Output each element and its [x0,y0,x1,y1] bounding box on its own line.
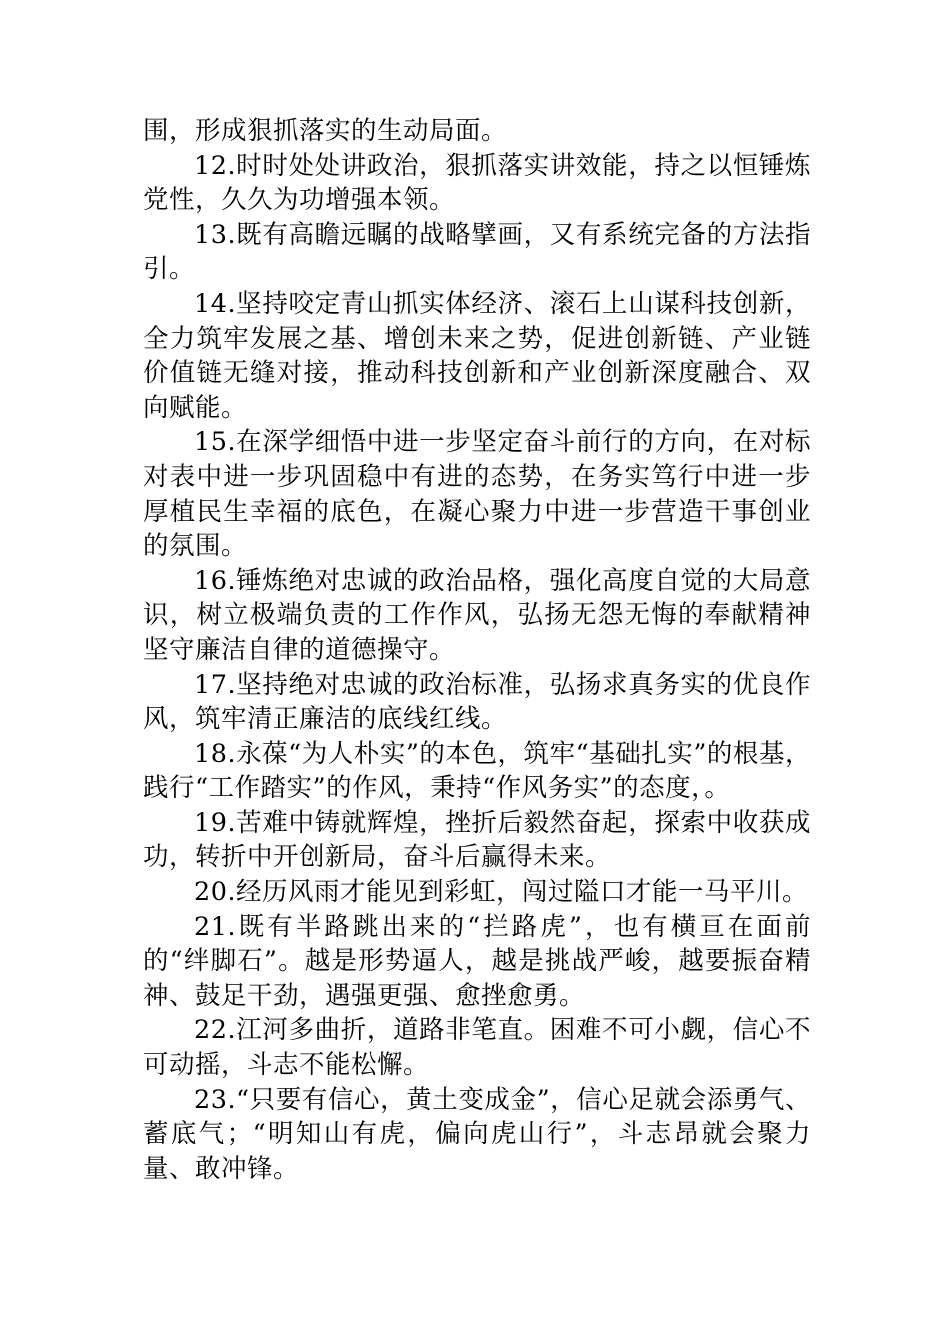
paragraph-16: 16.锤炼绝对忠诚的政治品格，强化高度自觉的大局意识，树立极端负责的工作作风，弘扬无怨无悔的奉献精神坚守廉洁自律的道德操守。 [143,565,811,665]
paragraph-12: 12.时时处处讲政治，狠抓落实讲效能，持之以恒锤炼党性，久久为功增强本领。 [143,150,811,216]
paragraph-20: 20.经历风雨才能见到彩虹，闯过隘口才能一马平川。 [194,877,809,908]
paragraph-14: 14.坚持咬定青山抓实体经济、滚石上山谋科技创新，全力筑牢发展之基、增创未来之势，促进创新链、产业链价值链无缝对接，推动科技创新和产业创新深度融合、双向赋能。 [143,288,811,423]
paragraph-21: 21.既有半路跳出来的“拦路虎”，也有横亘在面前的“绊脚石”。越是形势逼人，越是挑战严峻，越要振奋精神、鼓足干劲，遇强更强、愈挫愈勇。 [143,911,811,1011]
paragraph-22: 22.江河多曲折，道路非笔直。困难不可小觑，信心不可动摇，斗志不能松懈。 [143,1015,811,1081]
paragraph-17: 17.坚持绝对忠诚的政治标准，弘扬求真务实的优良作风，筑牢清正廉洁的底线红线。 [143,669,811,735]
paragraph-continuation: 围，形成狠抓落实的生动局面。 [143,116,508,146]
paragraph-23: 23.“只要有信心，黄土变成金”，信心足就会添勇气、蓄底气；“明知山有虎，偏向虎山行”，斗志昂就会聚力量、敢冲锋。 [143,1084,811,1184]
paragraph-15: 15.在深学细悟中进一步坚定奋斗前行的方向，在对标对表中进一步巩固稳中有进的态势，在务实笃行中进一步厚植民生幸福的底色，在凝心聚力中进一步营造干事创业的氛围。 [143,427,811,562]
paragraph-19: 19.苦难中铸就辉煌，挫折后毅然奋起，探索中收获成功，转折中开创新局，奋斗后赢得未来。 [143,807,811,873]
paragraph-18: 18.永葆“为人朴实”的本色，筑牢“基础扎实”的根基，践行“工作踏实”的作风，秉持“作风务实”的态度，。 [143,738,811,804]
paragraph-13: 13.既有高瞻远瞩的战略擘画，又有系统完备的方法指引。 [143,219,811,285]
document-body [143,114,811,1186]
